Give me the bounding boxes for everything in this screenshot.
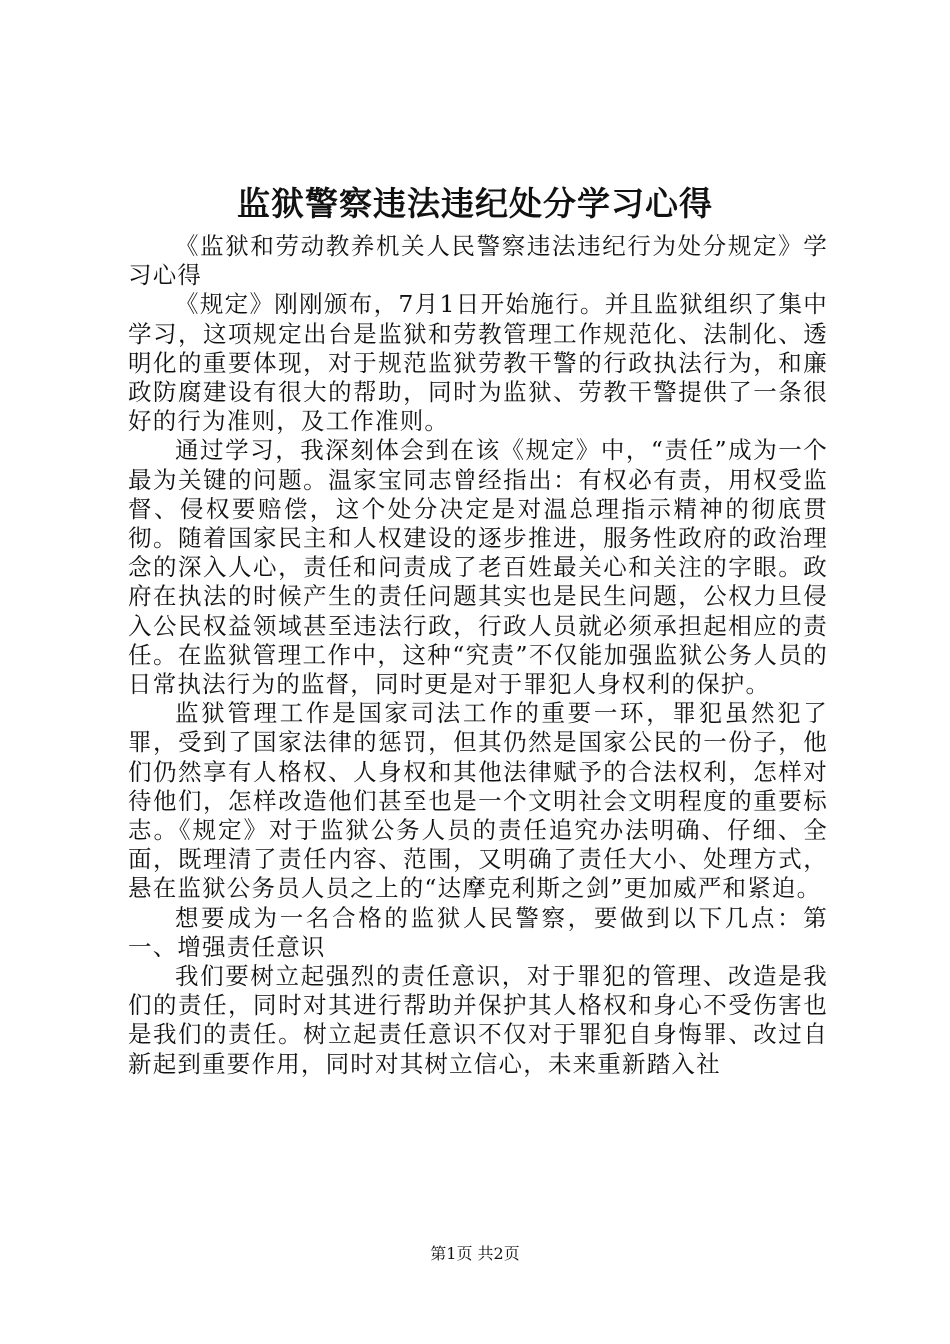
paragraph-subtitle: 《监狱和劳动教养机关人民警察违法违纪行为处分规定》学习心得 [128,232,828,290]
paragraph: 《规定》刚刚颁布，7月1日开始施行。并且监狱组织了集中学习，这项规定出台是监狱和劳教管理工作规范化、法制化、透明化的重要体现，对于规范监狱劳教干警的行政执法行为，和廉政防腐建设有很大的帮助，同时为监狱、劳教干警提供了一条很好的行为准则，及工作准则。 [128,290,828,436]
document-body [128,232,828,1079]
paragraph: 想要成为一名合格的监狱人民警察，要做到以下几点：第一、增强责任意识 [128,903,828,961]
paragraph: 我们要树立起强烈的责任意识，对于罪犯的管理、改造是我们的责任，同时对其进行帮助并保护其人格权和身心不受伤害也是我们的责任。树立起责任意识不仅对于罪犯自身悔罪、改过自新起到重要作用，同时对其树立信心，未来重新踏入社 [128,962,828,1078]
document-title: 监狱警察违法违纪处分学习心得 [237,184,713,223]
paragraph: 通过学习，我深刻体会到在该《规定》中，“责任”成为一个最为关键的问题。温家宝同志曾经指出：有权必有责，用权受监督、侵权要赔偿，这个处分决定是对温总理指示精神的彻底贯彻。随着国家民主和人权建设的逐步推进，服务性政府的政治理念的深入人心，责任和问责成了老百姓最关心和关注的字眼。政府在执法的时候产生的责任问题其实也是民生问题，公权力旦侵入公民权益领域甚至违法行政，行政人员就必须承担起相应的责任。在监狱管理工作中，这种“究责”不仅能加强监狱公务人员的日常执法行为的监督，同时更是对于罪犯人身权利的保护。 [128,436,828,699]
paragraph: 监狱管理工作是国家司法工作的重要一环，罪犯虽然犯了罪，受到了国家法律的惩罚，但其仍然是国家公民的一份子，他们仍然享有人格权、人身权和其他法律赋予的合法权利，怎样对待他们，怎样改造他们甚至也是一个文明社会文明程度的重要标志。《规定》对于监狱公务人员的责任追究办法明确、仔细、全面，既理清了责任内容、范围，又明确了责任大小、处理方式，悬在监狱公务员人员之上的“达摩克利斯之剑”更加威严和紧迫。 [128,699,828,903]
page-footer: 第1页 共2页 [430,1244,520,1263]
